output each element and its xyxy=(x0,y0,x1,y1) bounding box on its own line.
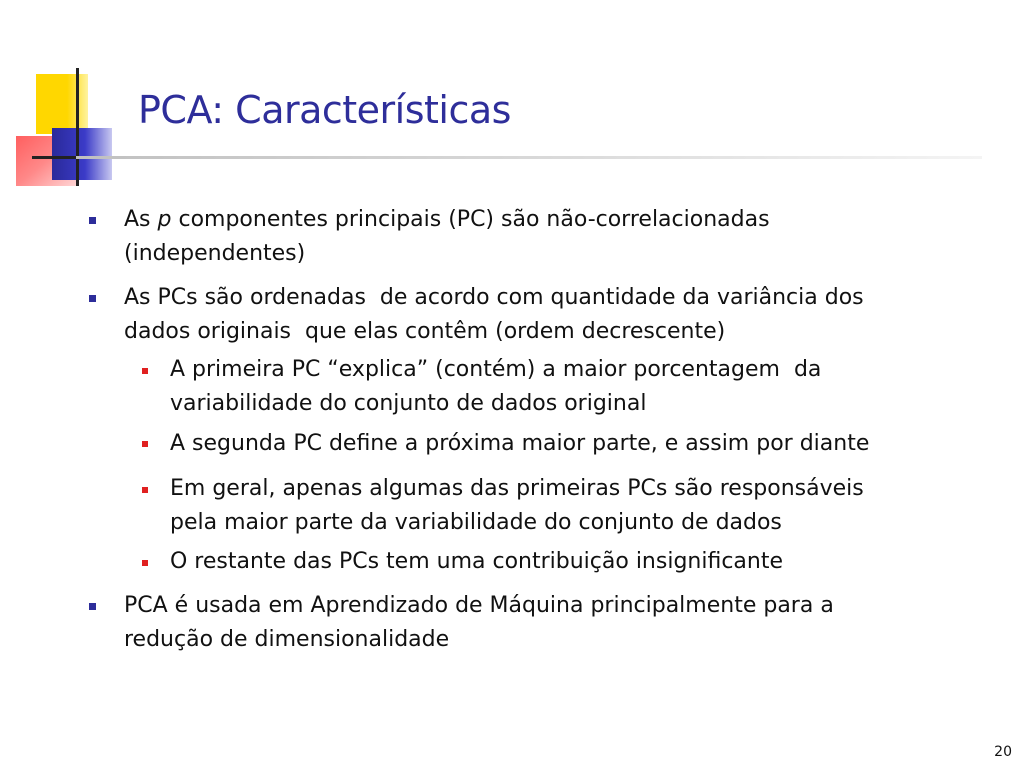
sub-bullet-text: A primeira PC “explica” (contém) a maior porcentagem da xyxy=(170,357,822,382)
sub-bullet-marker xyxy=(142,487,148,493)
bullet-text: (independentes) xyxy=(124,241,306,266)
sub-bullet-marker xyxy=(142,441,148,447)
bullet-item xyxy=(124,281,984,349)
sub-bullet-text: A segunda PC define a próxima maior parte, e assim por diante xyxy=(170,431,870,456)
sub-bullet-text: Em geral, apenas algumas das primeiras PCs são responsáveis xyxy=(170,476,864,501)
bullet-text: PCA é usada em Aprendizado de Máquina principalmente para a xyxy=(124,593,834,618)
decorative-yellow-square xyxy=(36,74,88,134)
bullet-marker xyxy=(89,603,96,610)
bullet-text: As xyxy=(124,207,158,232)
bullet-item xyxy=(124,203,984,271)
bullet-marker xyxy=(89,217,96,224)
slide-title: PCA: Características xyxy=(138,88,511,132)
sub-bullet-item xyxy=(170,427,990,461)
decorative-blue-square xyxy=(52,128,112,180)
bullet-text: dados originais que elas contêm (ordem decrescente) xyxy=(124,319,726,344)
decorative-vertical-line xyxy=(76,68,79,186)
sub-bullet-item xyxy=(170,353,990,421)
bullet-text-italic: p xyxy=(157,207,172,232)
bullet-text: redução de dimensionalidade xyxy=(124,627,450,652)
sub-bullet-item xyxy=(170,472,990,540)
title-underline xyxy=(76,156,982,159)
sub-bullet-text: O restante das PCs tem uma contribuição insignificante xyxy=(170,549,784,574)
page-number: 20 xyxy=(994,744,1012,760)
bullet-text: componentes principais (PC) são não-correlacionadas xyxy=(171,207,770,232)
bullet-item xyxy=(124,589,984,657)
sub-bullet-marker xyxy=(142,368,148,374)
sub-bullet-text: pela maior parte da variabilidade do conjunto de dados xyxy=(170,510,782,535)
sub-bullet-marker xyxy=(142,560,148,566)
bullet-marker xyxy=(89,295,96,302)
sub-bullet-item xyxy=(170,545,990,579)
bullet-text: As PCs são ordenadas de acordo com quantidade da variância dos xyxy=(124,285,864,310)
sub-bullet-text: variabilidade do conjunto de dados original xyxy=(170,391,647,416)
